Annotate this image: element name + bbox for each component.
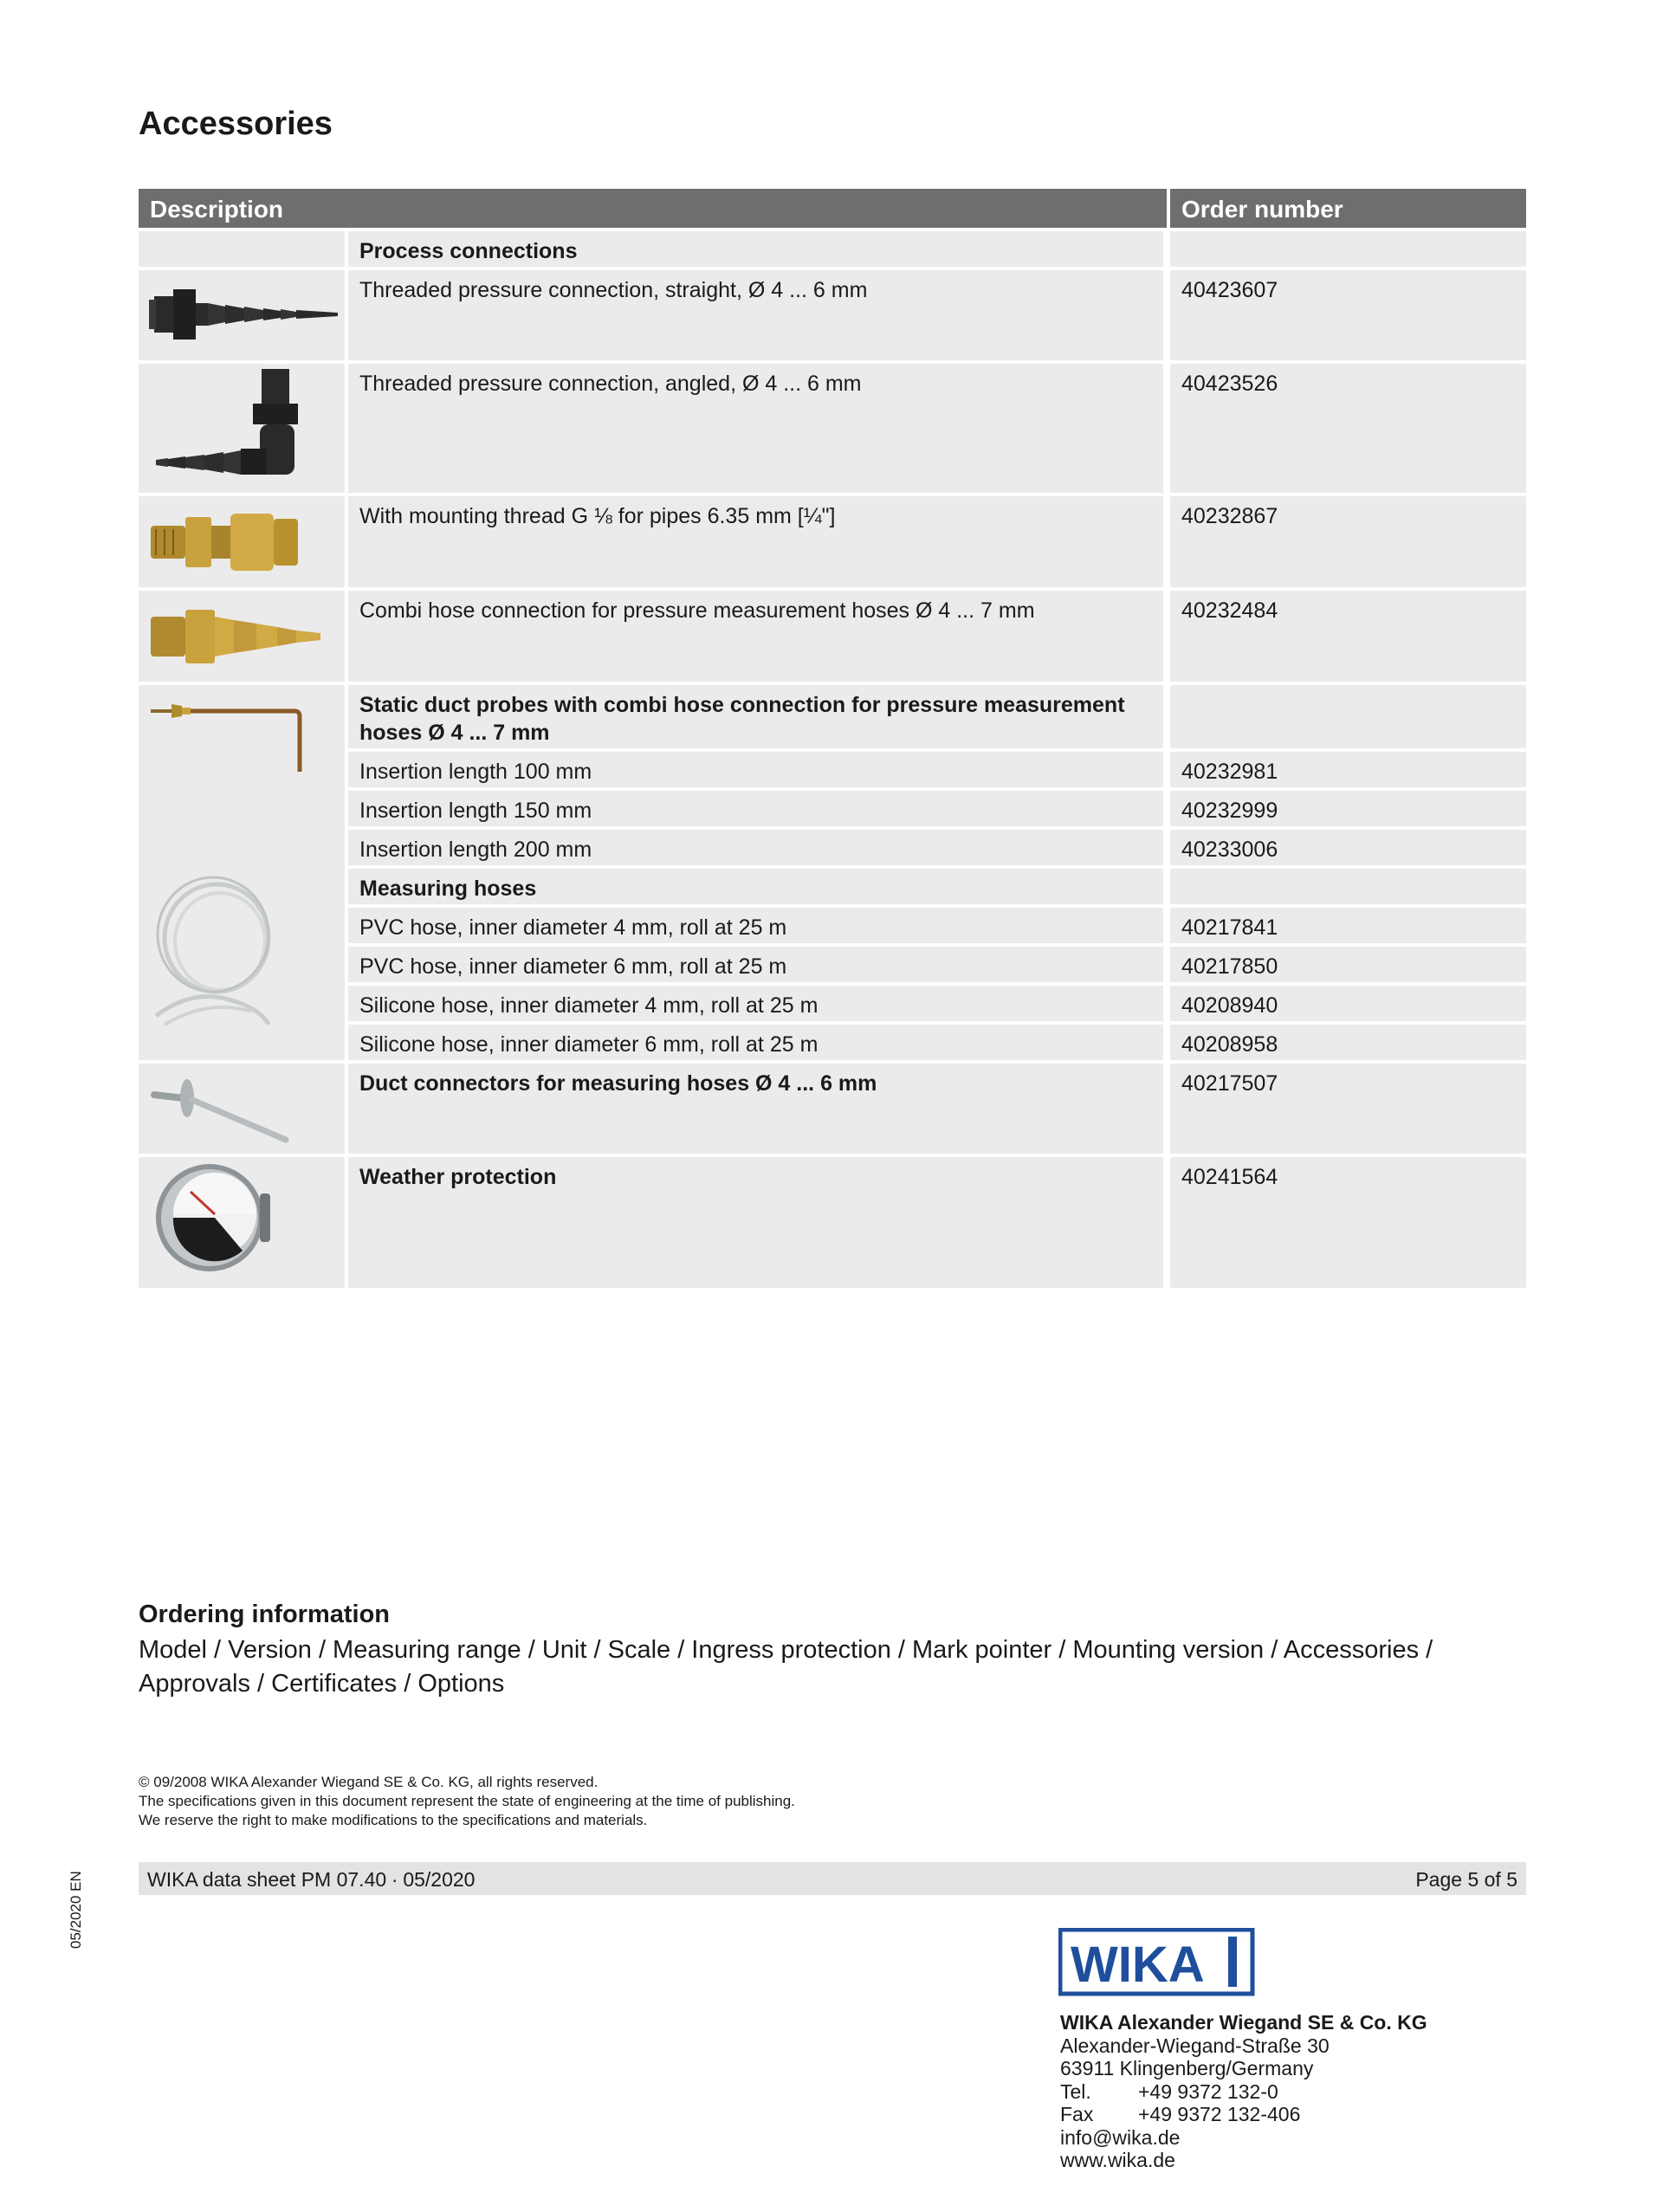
row-description: Insertion length 150 mm [348, 791, 1163, 826]
duct-connector-image [139, 1064, 345, 1154]
row-description: Process connections [348, 231, 1163, 267]
row-description: Threaded pressure connection, angled, Ø 4 ... 6 mm [348, 364, 1163, 493]
modification-line: We reserve the right to make modifications to the specifications and materials. [139, 1812, 648, 1828]
weather-protection-image [139, 1157, 345, 1288]
row-description: Weather protection [348, 1157, 1163, 1288]
specification-line: The specifications given in this document represent the state of engineering at the time of publishing. [139, 1793, 795, 1809]
website-link[interactable]: www.wika.de [1060, 2149, 1175, 2171]
row-description: PVC hose, inner diameter 6 mm, roll at 25 m [348, 947, 1163, 982]
row-description: Insertion length 100 mm [348, 752, 1163, 787]
ordering-information-text: Model / Version / Measuring range / Unit / Scale / Ingress protection / Mark pointer / Mounting version / Accessories / Approvals / Certificates / Options [139, 1636, 1433, 1698]
table-row [139, 364, 1526, 493]
row-order-number: 40423607 [1170, 270, 1526, 360]
table-row [139, 908, 1526, 943]
straight-connector-image [139, 270, 345, 360]
table-row [139, 270, 1526, 360]
row-order-number: 40232484 [1170, 591, 1526, 682]
row-order-number [1170, 685, 1526, 748]
table-row [139, 869, 1526, 904]
row-order-number: 40241564 [1170, 1157, 1526, 1288]
table-row [139, 1064, 1526, 1154]
row-description: Silicone hose, inner diameter 6 mm, roll at 25 m [348, 1025, 1163, 1060]
header-order-number: Order number [1170, 189, 1526, 228]
table-header [139, 189, 1526, 228]
row-description: PVC hose, inner diameter 4 mm, roll at 25 m [348, 908, 1163, 943]
table-row [139, 231, 1526, 267]
row-description: With mounting thread G ⅛ for pipes 6.35 mm [¼"] [348, 496, 1163, 587]
table-row [139, 830, 1526, 865]
row-description: Silicone hose, inner diameter 4 mm, roll at 25 m [348, 986, 1163, 1021]
row-order-number: 40233006 [1170, 830, 1526, 865]
row-description: Combi hose connection for pressure measurement hoses Ø 4 ... 7 mm [348, 591, 1163, 682]
table-row [139, 1157, 1526, 1288]
row-description: Threaded pressure connection, straight, Ø 4 ... 6 mm [348, 270, 1163, 360]
accessories-table [139, 189, 1526, 1288]
row-order-number: 40217507 [1170, 1064, 1526, 1154]
table-row [139, 496, 1526, 587]
city: 63911 Klingenberg/Germany [1060, 2057, 1314, 2079]
row-order-number: 40217850 [1170, 947, 1526, 982]
table-row [139, 947, 1526, 982]
footer-bar [139, 1862, 1526, 1895]
row-order-number: 40217841 [1170, 908, 1526, 943]
row-order-number: 40208958 [1170, 1025, 1526, 1060]
svg-text:WIKA: WIKA [1071, 1937, 1205, 1993]
page-title: Accessories [139, 106, 333, 142]
datasheet-reference: WIKA data sheet PM 07.40 ∙ 05/2020 [147, 1868, 476, 1891]
row-order-number [1170, 869, 1526, 904]
row-order-number: 40232999 [1170, 791, 1526, 826]
brass-fitting-image [139, 496, 345, 587]
table-row [139, 1025, 1526, 1060]
row-order-number: 40232981 [1170, 752, 1526, 787]
fax: Fax +49 9372 132-406 [1060, 2103, 1301, 2125]
angled-connector-image [139, 364, 345, 493]
legal-notice [139, 1773, 795, 1830]
table-row [139, 986, 1526, 1021]
row-description: Insertion length 200 mm [348, 830, 1163, 865]
row-order-number [1170, 231, 1526, 267]
side-version-code: 05/2020 EN [68, 1871, 84, 1949]
telephone: Tel. +49 9372 132-0 [1060, 2079, 1278, 2103]
row-description: Measuring hoses [348, 869, 1163, 904]
copyright-line: © 09/2008 WIKA Alexander Wiegand SE & Co. KG, all rights reserved. [139, 1774, 599, 1790]
row-order-number: 40232867 [1170, 496, 1526, 587]
street: Alexander-Wiegand-Straße 30 [1060, 2034, 1330, 2057]
company-name: WIKA Alexander Wiegand SE & Co. KG [1060, 2011, 1427, 2034]
combi-hose-connector-image [139, 591, 345, 682]
table-row [139, 791, 1526, 826]
row-order-number: 40423526 [1170, 364, 1526, 493]
row-order-number: 40208940 [1170, 986, 1526, 1021]
wika-logo [1058, 1928, 1258, 2002]
table-row [139, 591, 1526, 682]
ordering-information-title: Ordering information [139, 1601, 390, 1628]
row-description: Static duct probes with combi hose connection for pressure measurement hoses Ø 4 ... 7 mm [348, 685, 1163, 748]
table-row [139, 752, 1526, 787]
company-address [1060, 2011, 1427, 2172]
header-description: Description [139, 189, 1167, 228]
table-row [139, 685, 1526, 748]
row-description: Duct connectors for measuring hoses Ø 4 ... 6 mm [348, 1064, 1163, 1154]
email-link[interactable]: info@wika.de [1060, 2125, 1181, 2149]
page-number: Page 5 of 5 [1415, 1868, 1517, 1891]
